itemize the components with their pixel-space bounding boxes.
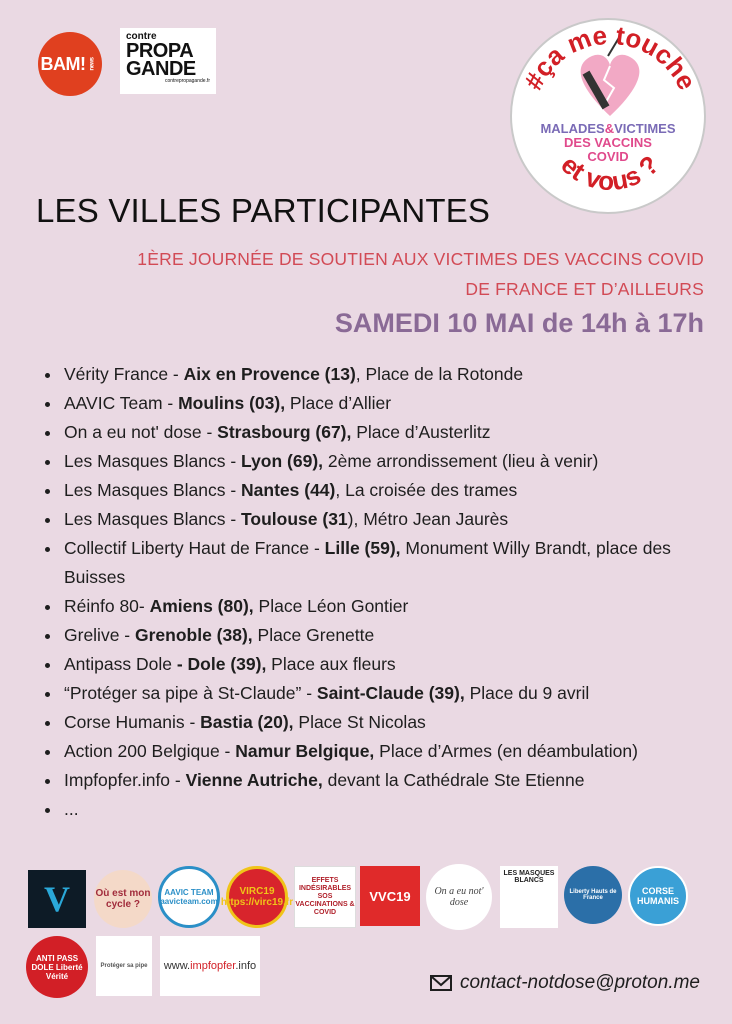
list-item: • Les Masques Blancs - Nantes (44), La croisée des trames	[62, 476, 732, 505]
badge-bottom-text: et vous ?	[555, 149, 665, 197]
ca-me-touche-badge	[510, 18, 706, 214]
list-item: • On a eu not' dose - Strasbourg (67), Place d’Austerlitz	[62, 418, 732, 447]
impf-tld: .info	[235, 960, 257, 972]
impf-name: impfopfer	[190, 960, 236, 972]
effets-indesirables-logo: EFFETS INDÉSIRABLES SOS VACCINATIONS & COVID	[294, 866, 356, 928]
list-item: • Grelive - Grenoble (38), Place Grenette	[62, 621, 732, 650]
mail-icon	[430, 975, 452, 991]
list-item: • ...	[62, 795, 732, 824]
badge-top-text: #ça me touche	[517, 20, 703, 95]
list-item: • Réinfo 80- Amiens (80), Place Léon Gontier	[62, 592, 732, 621]
badge-covid: COVID	[587, 149, 629, 164]
badge-malades: MALADES	[540, 121, 605, 136]
masques-blancs-logo: LES MASQUES BLANCS	[500, 866, 558, 928]
list-item: • Les Masques Blancs - Toulouse (31), Métro Jean Jaurès	[62, 505, 732, 534]
impfopfer-logo	[160, 936, 260, 996]
vvc19-logo: VVC19	[360, 866, 420, 926]
list-item: • Vérity France - Aix en Provence (13), Place de la Rotonde	[62, 360, 732, 389]
contre-logo-line2: PROPA	[126, 40, 194, 62]
contact-email-text[interactable]: contact-notdose@proton.me	[459, 972, 700, 993]
badge-victimes: VICTIMES	[614, 121, 676, 136]
badge-amp: &	[604, 121, 615, 136]
list-item: • Corse Humanis - Bastia (20), Place St Nicolas	[62, 708, 732, 737]
contre-logo-line1: contre	[126, 31, 157, 42]
corse-humanis-logo: CORSE HUMANIS	[628, 866, 688, 926]
list-item: • Collectif Liberty Haut de France - Lille (59), Monument Willy Brandt, place des Buisses	[62, 534, 732, 592]
bam-news-logo	[38, 32, 102, 96]
contre-propagande-logo	[120, 28, 216, 94]
event-date: SAMEDI 10 MAI de 14h à 17h	[334, 308, 704, 338]
list-item: • Antipass Dole - Dole (39), Place aux fleurs	[62, 650, 732, 679]
proteger-sa-pipe-logo: Protéger sa pipe	[96, 936, 152, 996]
aavic-team-logo: AAVIC TEAM aavicteam.com	[158, 866, 220, 928]
v-logo: V	[28, 870, 86, 928]
impf-www: www.	[163, 960, 191, 972]
contre-logo-line3: GANDE	[126, 58, 196, 80]
list-item: • “Protéger sa pipe à St-Claude” - Saint-Claude (39), Place du 9 avril	[62, 679, 732, 708]
list-item: • Les Masques Blancs - Lyon (69), 2ème arrondissement (lieu à venir)	[62, 447, 732, 476]
subtitle	[137, 244, 704, 304]
contre-logo-url: contrepropagande.fr	[164, 78, 210, 84]
subtitle-line1: 1ÈRE JOURNÉE DE SOUTIEN AUX VICTIMES DES VACCINS COVID	[137, 249, 704, 269]
page-title: LES VILLES PARTICIPANTES	[36, 192, 491, 229]
list-item: • AAVIC Team - Moulins (03), Place d’Allier	[62, 389, 732, 418]
contact-email[interactable]	[430, 972, 700, 994]
anti-pass-dole-logo: ANTI PASS DOLE Liberté Vérité	[26, 936, 88, 998]
badge-middle-text	[512, 122, 704, 164]
liberty-hauts-de-france-logo: Liberty Hauts de France	[564, 866, 622, 924]
cities-list	[42, 360, 732, 824]
list-item: • Action 200 Belgique - Namur Belgique, Place d’Armes (en déambulation)	[62, 737, 732, 766]
ou-est-mon-cycle-logo: Où est mon cycle ?	[94, 870, 152, 928]
bam-logo-text: BAM!	[40, 53, 86, 74]
on-a-eu-not-dose-logo: On a eu not' dose	[426, 864, 492, 930]
badge-des-vaccins: DES VACCINS	[564, 135, 652, 150]
bam-logo-small: news	[89, 57, 96, 71]
subtitle-line2: DE FRANCE ET D’AILLEURS	[465, 279, 704, 299]
virc19-logo: VIRC19 https://virc19.fr	[226, 866, 288, 928]
list-item: • Impfopfer.info - Vienne Autriche, devant la Cathédrale Ste Etienne	[62, 766, 732, 795]
